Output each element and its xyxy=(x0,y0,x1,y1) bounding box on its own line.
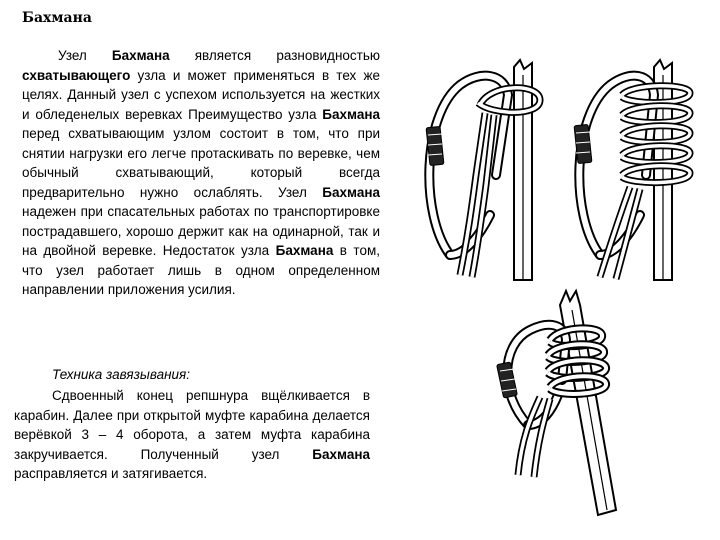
body-text: перед схватывающим узлом состоит в том, что при снятии нагрузки его легче протаскивать по веревке, чем обычный схватывающий, который всегда предварительно нужно ослаблять. Узел xyxy=(22,126,380,200)
description-paragraph xyxy=(22,46,380,300)
knot-illustration-finished xyxy=(480,285,640,520)
knot-illustration-step2 xyxy=(560,55,710,285)
highlighted-term: Бахмана xyxy=(111,48,170,63)
body-text: в том, что узел работает лишь в одном определенном направлении приложения усилия. xyxy=(22,243,380,297)
body-text: является разновидностью xyxy=(169,48,380,63)
body-text: расправляется и затягивается. xyxy=(14,466,208,481)
highlighted-term: схватывающего xyxy=(22,67,131,83)
highlighted-term: Бахмана xyxy=(322,184,380,200)
highlighted-term: Бахмана xyxy=(312,446,370,462)
highlighted-term: Бахмана xyxy=(275,243,334,258)
technique-paragraph xyxy=(14,386,370,484)
page-title: Бахмана xyxy=(22,10,92,26)
body-text: Сдвоенный конец репшнура вщёлкивается в карабин. Далее при открытой муфте карабина делается верёвкой 3 – 4 оборота, а затем муфта карабина закручивается. Полученный узел xyxy=(14,388,370,462)
highlighted-term: Бахмана xyxy=(322,106,380,122)
body-text: надежен при спасательных работах по транспортировке пострадавшего, хорошо держит как на одинарной, так и на двойной веревке. Недостаток узла xyxy=(22,204,380,258)
body-text: Узел xyxy=(58,48,112,63)
technique-heading: Техника завязывания: xyxy=(52,367,190,382)
body-text: узла и может применяться в тех же целях. Данный узел с успехом используется на жестких и обледенелых веревках Преимущество узла xyxy=(22,67,380,122)
knot-illustration-step1 xyxy=(410,55,560,285)
